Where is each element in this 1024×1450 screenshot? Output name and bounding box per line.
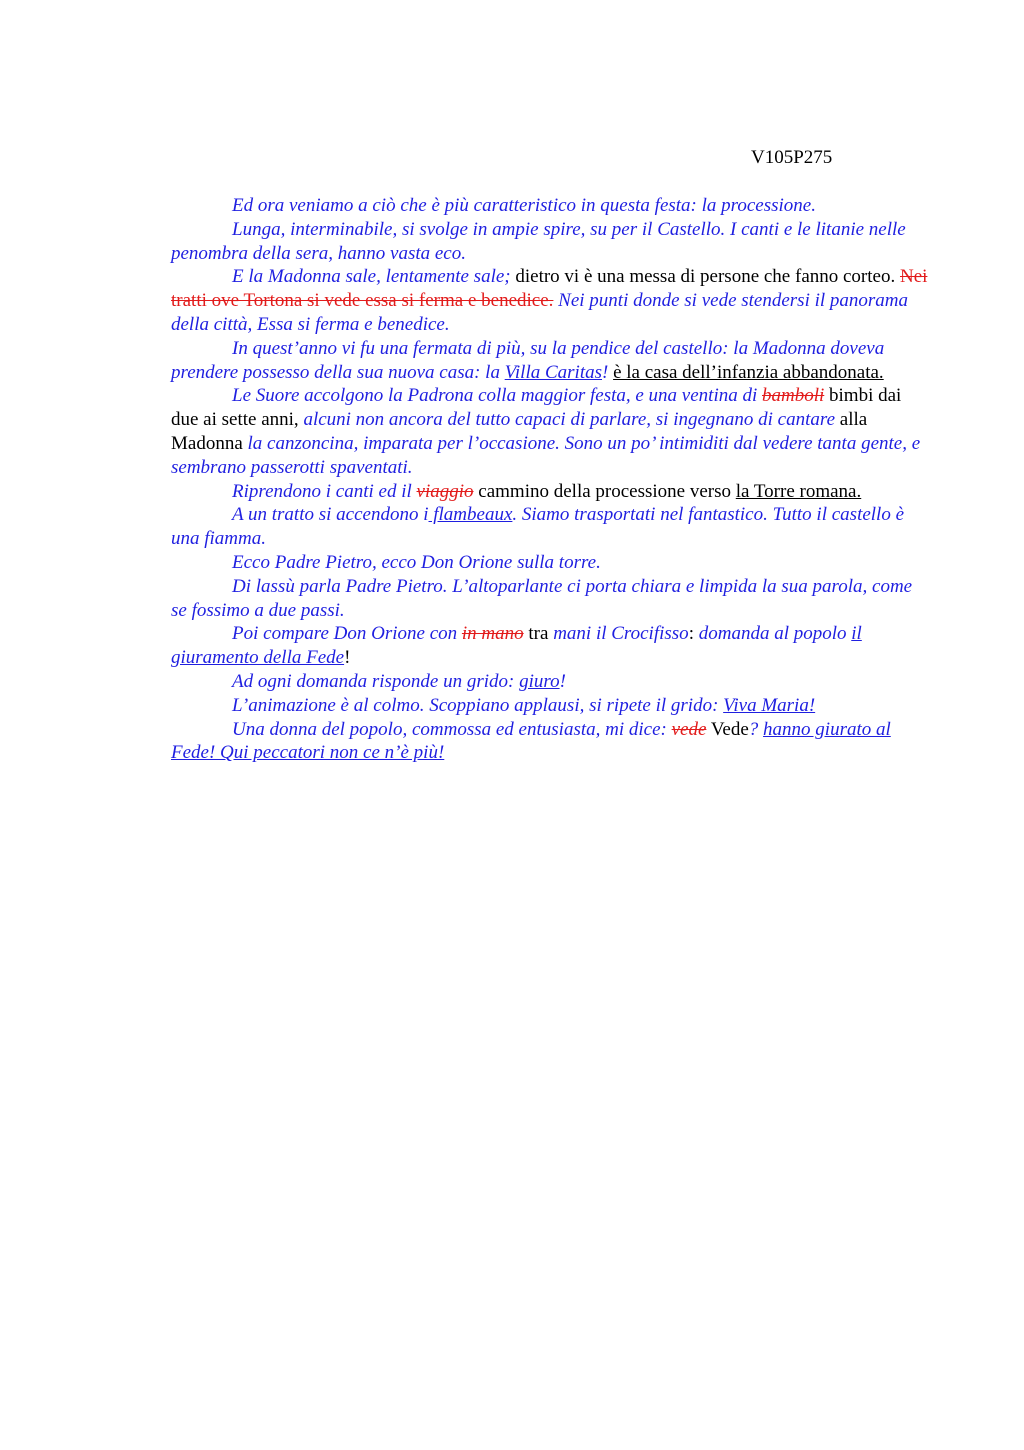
- page-identifier: V105P275: [751, 147, 833, 168]
- document-body: [171, 194, 931, 765]
- text-run: Lunga, interminabile, si svolge in ampie spire, su per il Castello. I canti e le litanie nelle penombra della sera, hanno vasta eco.: [171, 218, 906, 264]
- text-run: Di lassù parla Padre Pietro. L’altoparlante ci porta chiara e limpida la sua parola, come se fossimo a due passi.: [171, 575, 913, 621]
- text-run: alcuni non ancora del tutto capaci di parlare, si ingegnano di cantare: [303, 409, 836, 431]
- paragraph: [171, 622, 931, 670]
- paragraph: [171, 670, 931, 694]
- text-run: domanda al popolo: [698, 623, 852, 645]
- paragraph: [171, 194, 931, 218]
- paragraph: [171, 718, 931, 766]
- paragraph: [171, 694, 931, 718]
- text-run: mani il Crocifisso: [553, 623, 689, 645]
- text-run: In quest’anno vi fu una fermata di più, su la pendice del castello: la Madonna doveva prendere possesso della sua nuova casa: la: [171, 337, 885, 383]
- underlined-text: giuro: [519, 670, 560, 692]
- text-run: la canzoncina, imparata per l’occasione. Sono un po’ intimiditi dal vedere tanta gente, e sembrano passerotti spaventati.: [171, 432, 921, 478]
- paragraph: [171, 503, 931, 551]
- paragraph: [171, 480, 931, 504]
- text-run: cammino della processione verso: [473, 480, 736, 502]
- underlined-text: flambeaux: [428, 504, 513, 526]
- paragraph: [171, 551, 931, 575]
- deleted-text: Nei tratti ove Tortona si vede essa si ferma e benedice.: [171, 266, 928, 312]
- text-run: :: [688, 623, 699, 645]
- text-run: ?: [748, 718, 764, 740]
- paragraph: [171, 384, 931, 479]
- text-run: Ecco Padre Pietro, ecco Don Orione sulla torre.: [232, 551, 601, 573]
- text-run: Ed ora veniamo a ciò che è più caratteristico in questa festa: la processione.: [232, 195, 816, 216]
- underlined-text: è la casa dell’infanzia abbandonata.: [613, 361, 884, 383]
- text-run: tra: [523, 623, 554, 645]
- text-run: Vede: [706, 718, 749, 740]
- deleted-text: vede: [671, 718, 707, 740]
- text-run: Riprendono i canti ed il: [232, 480, 417, 502]
- deleted-text: viaggio: [416, 480, 474, 502]
- text-run: . Siamo trasportati nel fantastico. Tutto il castello è una fiamma.: [171, 504, 905, 550]
- deleted-text: bamboli: [762, 385, 825, 407]
- text-run: !: [559, 670, 566, 692]
- text-run: !: [602, 361, 614, 383]
- text-run: dietro vi è una messa di persone che fanno corteo.: [510, 266, 900, 288]
- underlined-text: hanno giurato al Fede! Qui peccatori non ce n’è più!: [171, 718, 891, 764]
- underlined-text: Villa Caritas: [504, 361, 602, 383]
- text-run: Poi compare Don Orione con: [232, 623, 462, 645]
- text-run: Nei punti donde si vede stendersi il panorama della città, Essa si ferma e benedice.: [171, 290, 909, 335]
- text-run: Le Suore accolgono la Padrona colla maggior festa, e una ventina di: [232, 385, 762, 407]
- paragraph: [171, 337, 931, 385]
- underlined-text: Viva Maria!: [723, 694, 816, 716]
- paragraph: [171, 218, 931, 266]
- text-run: alla Madonna: [171, 409, 868, 454]
- deleted-text: in mano: [461, 623, 524, 645]
- paragraph: [171, 575, 931, 623]
- underlined-text: il giuramento della Fede: [171, 623, 862, 669]
- text-run: E la Madonna sale, lentamente sale;: [232, 266, 511, 288]
- text-run: !: [344, 647, 351, 669]
- underlined-text: la Torre romana.: [735, 480, 862, 502]
- text-run: Una donna del popolo, commossa ed entusiasta, mi dice:: [232, 718, 672, 740]
- text-run: A un tratto si accendono i: [232, 504, 429, 526]
- paragraph: [171, 265, 931, 336]
- text-run: L’animazione è al colmo. Scoppiano applausi, si ripete il grido:: [232, 694, 724, 716]
- text-run: Ad ogni domanda risponde un grido:: [232, 670, 520, 692]
- text-run: bimbi dai due ai sette anni,: [171, 385, 902, 431]
